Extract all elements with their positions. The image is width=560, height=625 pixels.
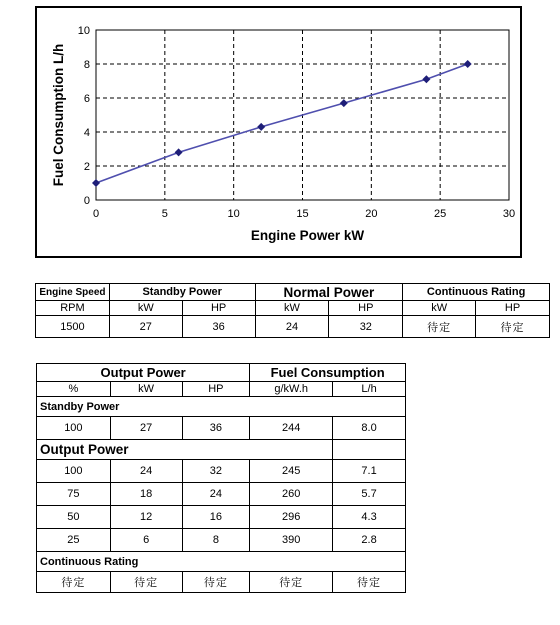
x-tick-label: 5 bbox=[161, 208, 168, 220]
table-cell: 8 bbox=[182, 529, 250, 552]
table-cell: 7.1 bbox=[333, 460, 406, 483]
unit-cell: kW bbox=[403, 301, 476, 316]
x-tick-label: 25 bbox=[434, 208, 447, 220]
y-tick-label: 8 bbox=[83, 59, 90, 71]
table-cell: 36 bbox=[182, 417, 250, 440]
table-cell: 24 bbox=[110, 460, 182, 483]
table-cell: 4.3 bbox=[333, 506, 406, 529]
unit-cell: HP bbox=[329, 301, 403, 316]
table-cell: 390 bbox=[250, 529, 333, 552]
x-tick-label: 10 bbox=[227, 208, 240, 220]
y-tick-label: 2 bbox=[83, 161, 90, 173]
table-cell: 75 bbox=[37, 483, 111, 506]
unit-cell: RPM bbox=[36, 301, 110, 316]
standby-power-section: Standby Power bbox=[37, 397, 406, 417]
unit-cell: kW bbox=[109, 301, 182, 316]
y-tick-label: 0 bbox=[83, 195, 90, 207]
x-tick-label: 0 bbox=[92, 208, 100, 220]
value-cell: 待定 bbox=[476, 316, 550, 338]
table-cell: 8.0 bbox=[333, 417, 406, 440]
y-tick-label: 10 bbox=[77, 25, 90, 37]
x-tick-label: 30 bbox=[502, 208, 516, 220]
table-cell: 2.8 bbox=[333, 529, 406, 552]
output-power-header: Output Power bbox=[37, 364, 250, 382]
table-cell: 待定 bbox=[37, 572, 111, 593]
table-cell: 296 bbox=[250, 506, 333, 529]
table-cell: 待定 bbox=[110, 572, 182, 593]
unit-cell: % bbox=[37, 382, 111, 397]
value-cell: 27 bbox=[109, 316, 182, 338]
unit-cell: kW bbox=[255, 301, 329, 316]
unit-cell: HP bbox=[182, 301, 255, 316]
table-cell: 6 bbox=[110, 529, 182, 552]
unit-cell: g/kW.h bbox=[250, 382, 333, 397]
unit-cell: L/h bbox=[333, 382, 406, 397]
table-cell: 244 bbox=[250, 417, 333, 440]
table-cell: 50 bbox=[37, 506, 111, 529]
y-tick-label: 4 bbox=[83, 127, 90, 139]
engine-speed-header: Engine Speed bbox=[36, 284, 110, 301]
y-axis-label: Fuel Consumption L/h bbox=[51, 43, 66, 187]
value-cell: 待定 bbox=[403, 316, 476, 338]
fuel-consumption-table bbox=[36, 363, 406, 593]
standby-power-header: Standby Power bbox=[109, 284, 255, 301]
x-tick-label: 15 bbox=[296, 208, 309, 220]
x-tick-label: 20 bbox=[365, 208, 378, 220]
value-cell: 24 bbox=[255, 316, 329, 338]
table-cell: 16 bbox=[182, 506, 250, 529]
table-cell: 待定 bbox=[250, 572, 333, 593]
table-cell: 12 bbox=[110, 506, 182, 529]
chart-frame bbox=[35, 6, 522, 258]
table-cell: 25 bbox=[37, 529, 111, 552]
continuous-rating-header: Continuous Rating bbox=[403, 284, 550, 301]
table-cell: 32 bbox=[182, 460, 250, 483]
table-cell: 5.7 bbox=[333, 483, 406, 506]
table-cell: 100 bbox=[37, 460, 111, 483]
engine-spec-table bbox=[35, 283, 550, 338]
table-cell: 245 bbox=[250, 460, 333, 483]
normal-power-header: Normal Power bbox=[255, 284, 403, 301]
output-power-section: Output Power bbox=[37, 440, 333, 460]
unit-cell: HP bbox=[476, 301, 550, 316]
y-tick-label: 6 bbox=[83, 93, 90, 105]
blank-cell bbox=[333, 440, 406, 460]
fuel-consumption-header: Fuel Consumption bbox=[250, 364, 406, 382]
value-cell: 36 bbox=[182, 316, 255, 338]
table-cell: 待定 bbox=[333, 572, 406, 593]
value-cell: 32 bbox=[329, 316, 403, 338]
table-cell: 27 bbox=[110, 417, 182, 440]
table-cell: 100 bbox=[37, 417, 111, 440]
unit-cell: kW bbox=[110, 382, 182, 397]
x-axis-label: Engine Power kW bbox=[250, 228, 365, 243]
table-cell: 260 bbox=[250, 483, 333, 506]
table-cell: 待定 bbox=[182, 572, 250, 593]
unit-cell: HP bbox=[182, 382, 250, 397]
fuel-consumption-chart bbox=[37, 8, 524, 260]
table-cell: 24 bbox=[182, 483, 250, 506]
table-cell: 18 bbox=[110, 483, 182, 506]
value-cell: 1500 bbox=[36, 316, 110, 338]
continuous-rating-section: Continuous Rating bbox=[37, 552, 406, 572]
